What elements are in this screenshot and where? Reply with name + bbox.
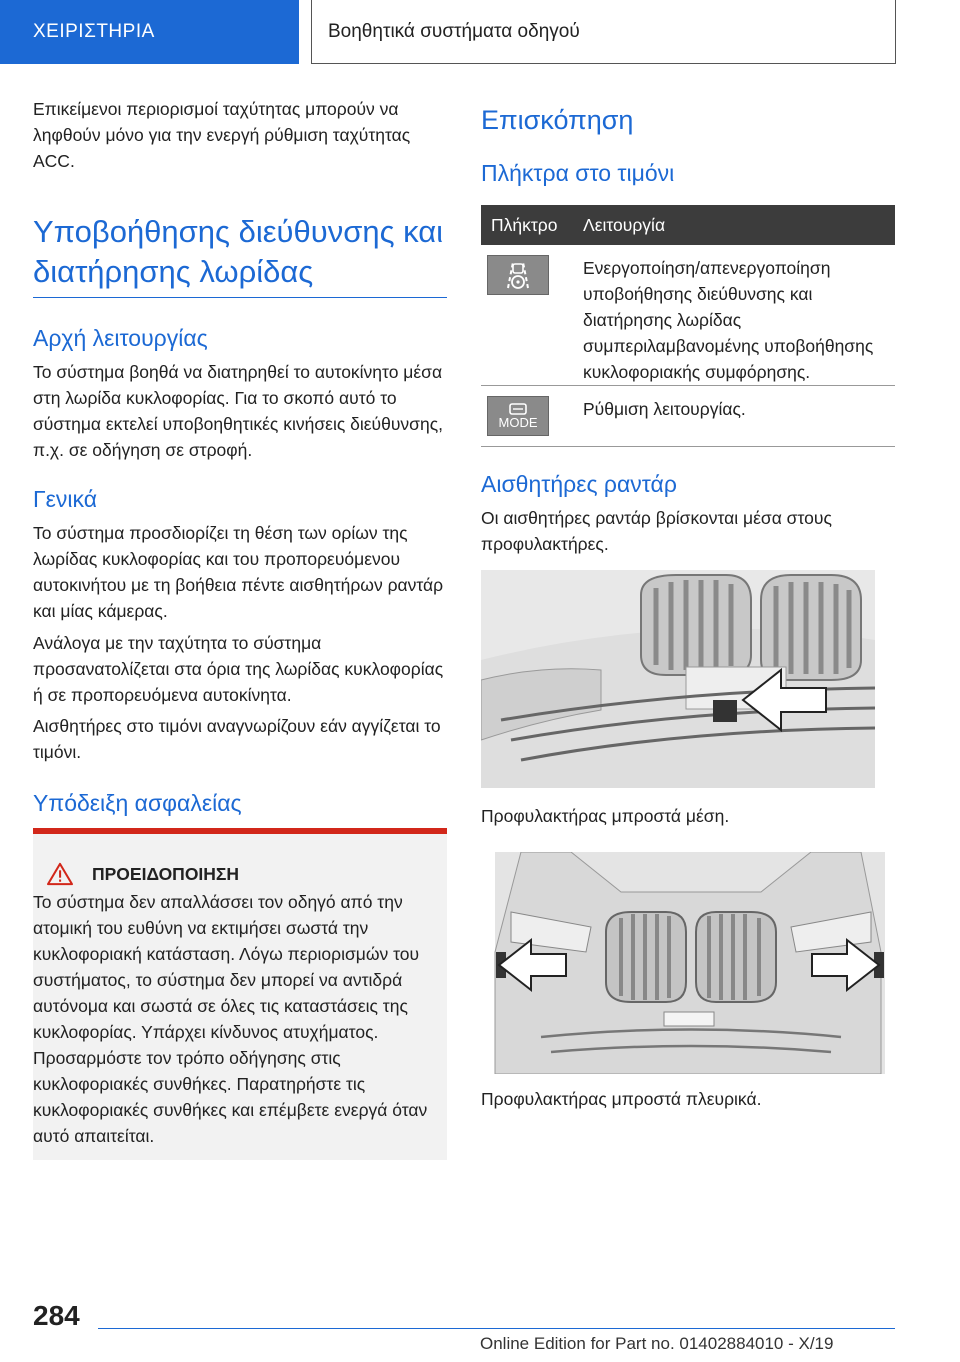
- page-number: 284: [33, 1300, 80, 1331]
- radar-heading: Αισθητήρες ραντάρ: [481, 471, 677, 497]
- table-row: [481, 386, 895, 447]
- lane-assist-button: [487, 255, 549, 295]
- table-cell-function: Ρύθμιση λειτουργίας.: [583, 386, 895, 447]
- caption-center: Προφυλακτήρας μπροστά μέση.: [481, 806, 730, 826]
- table-row: [481, 245, 895, 386]
- principle-paragraph: Το σύστημα βοηθά να διατηρηθεί το αυτοκίνητο μέσα στη λωρίδα κυκλοφορίας. Για το σκοπό αυτό το σύστημα εκτελεί υποβοηθητικές κινήσεις διεύθυνσης, π.χ. σε οδήγηση σε στροφή.: [33, 362, 444, 460]
- table-header-key: Πλήκτρο: [481, 205, 583, 245]
- radar-paragraph: Οι αισθητήρες ραντάρ βρίσκονται μέσα στους προφυλακτήρες.: [481, 508, 832, 554]
- general-paragraph-2: Ανάλογα με την ταχύτητα το σύστημα προσανατολίζεται στα όρια της λωρίδας κυκλοφορίας ή σε προπορευόμενα αυτοκίνητα.: [33, 633, 444, 705]
- warning-title-row: [33, 861, 239, 887]
- table-cell-key: [481, 386, 583, 447]
- section-rule: [33, 297, 447, 298]
- buttons-heading: Πλήκτρα στο τιμόνι: [481, 160, 675, 186]
- mode-label: MODE: [498, 415, 538, 430]
- warning-text: Το σύστημα δεν απαλλάσσει τον οδηγό από την ατομική του ευθύνη να εκτιμήσει σωστά την κυκλοφοριακή κατάσταση. Λόγω περιορισμών του συστήματος, το σύστημα δεν μπορεί να αντιδρά αυτόνομα και σωστά σε όλες τις καταστάσεις της κυκλοφορίας. Υπάρχει κίνδυνος ατυχήματος. Προσαρμόστε τον τρόπο οδήγησης στις κυκλοφοριακές συνθήκες. Παρατηρήστε τις κυκλοφοριακές συνθήκες και επέμβετε ενεργά όταν αυτό απαιτείται.: [33, 892, 428, 1146]
- safety-heading: Υπόδειξη ασφαλείας: [33, 790, 242, 816]
- general-paragraph-3: Αισθητήρες στο τιμόνι αναγνωρίζουν εάν αγγίζεται το τιμόνι.: [33, 716, 441, 762]
- chapter-title: Βοηθητικά συστήματα οδηγού: [328, 20, 580, 42]
- warning-triangle-icon: [45, 862, 75, 886]
- intro-paragraph: Επικείμενοι περιορισμοί ταχύτητας μπορούν να ληφθούν μόνο για την ενεργή ρύθμιση ταχύτητας ACC.: [33, 99, 411, 171]
- general-paragraph-1: Το σύστημα προσδιορίζει τη θέση των ορίων της λωρίδας κυκλοφορίας και του προπορευόμενου αυτοκινήτου με τη βοήθεια πέντε αισθητήρων ραντάρ και μίας κάμερας.: [33, 523, 444, 621]
- table-cell-function: Ενεργοποίηση/απενεργοποίηση υποβοήθησης διεύθυνσης και διατήρησης λωρίδας συμπεριλαμβανομένης υποβοήθησης κυκλοφοριακής συμφόρησης.: [583, 245, 895, 386]
- general-heading: Γενικά: [33, 486, 98, 512]
- lane-assist-icon: [498, 258, 538, 292]
- buttons-table: [481, 205, 895, 447]
- overview-heading: Επισκόπηση: [481, 105, 634, 135]
- chapter-header: [311, 0, 896, 64]
- table-cell-key: [481, 245, 583, 386]
- warning-box: [33, 828, 447, 1160]
- edition-note: Online Edition for Part no. 01402884010 - X/19: [480, 1334, 834, 1353]
- bumper-side-illustration: [481, 852, 895, 1074]
- bumper-side-photo: [481, 852, 895, 1074]
- principle-heading: Αρχή λειτουργίας: [33, 325, 208, 351]
- bumper-center-illustration: [481, 570, 875, 788]
- section-heading: Υποβοήθησης διεύθυνσης και διατήρησης λωρίδας: [33, 214, 444, 289]
- section-title: ΧΕΙΡΙΣΤΗΡΙΑ: [33, 21, 155, 42]
- table-header-row: [481, 205, 895, 245]
- mode-icon: [507, 402, 529, 416]
- mode-button: [487, 396, 549, 436]
- bumper-center-photo: [481, 570, 875, 788]
- warning-title: ΠΡΟΕΙΔΟΠΟΙΗΣΗ: [92, 863, 240, 884]
- table-header-function: Λειτουργία: [583, 205, 895, 245]
- caption-side: Προφυλακτήρας μπροστά πλευρικά.: [481, 1089, 762, 1109]
- section-tab: [0, 0, 299, 64]
- footer-rule: [98, 1328, 895, 1329]
